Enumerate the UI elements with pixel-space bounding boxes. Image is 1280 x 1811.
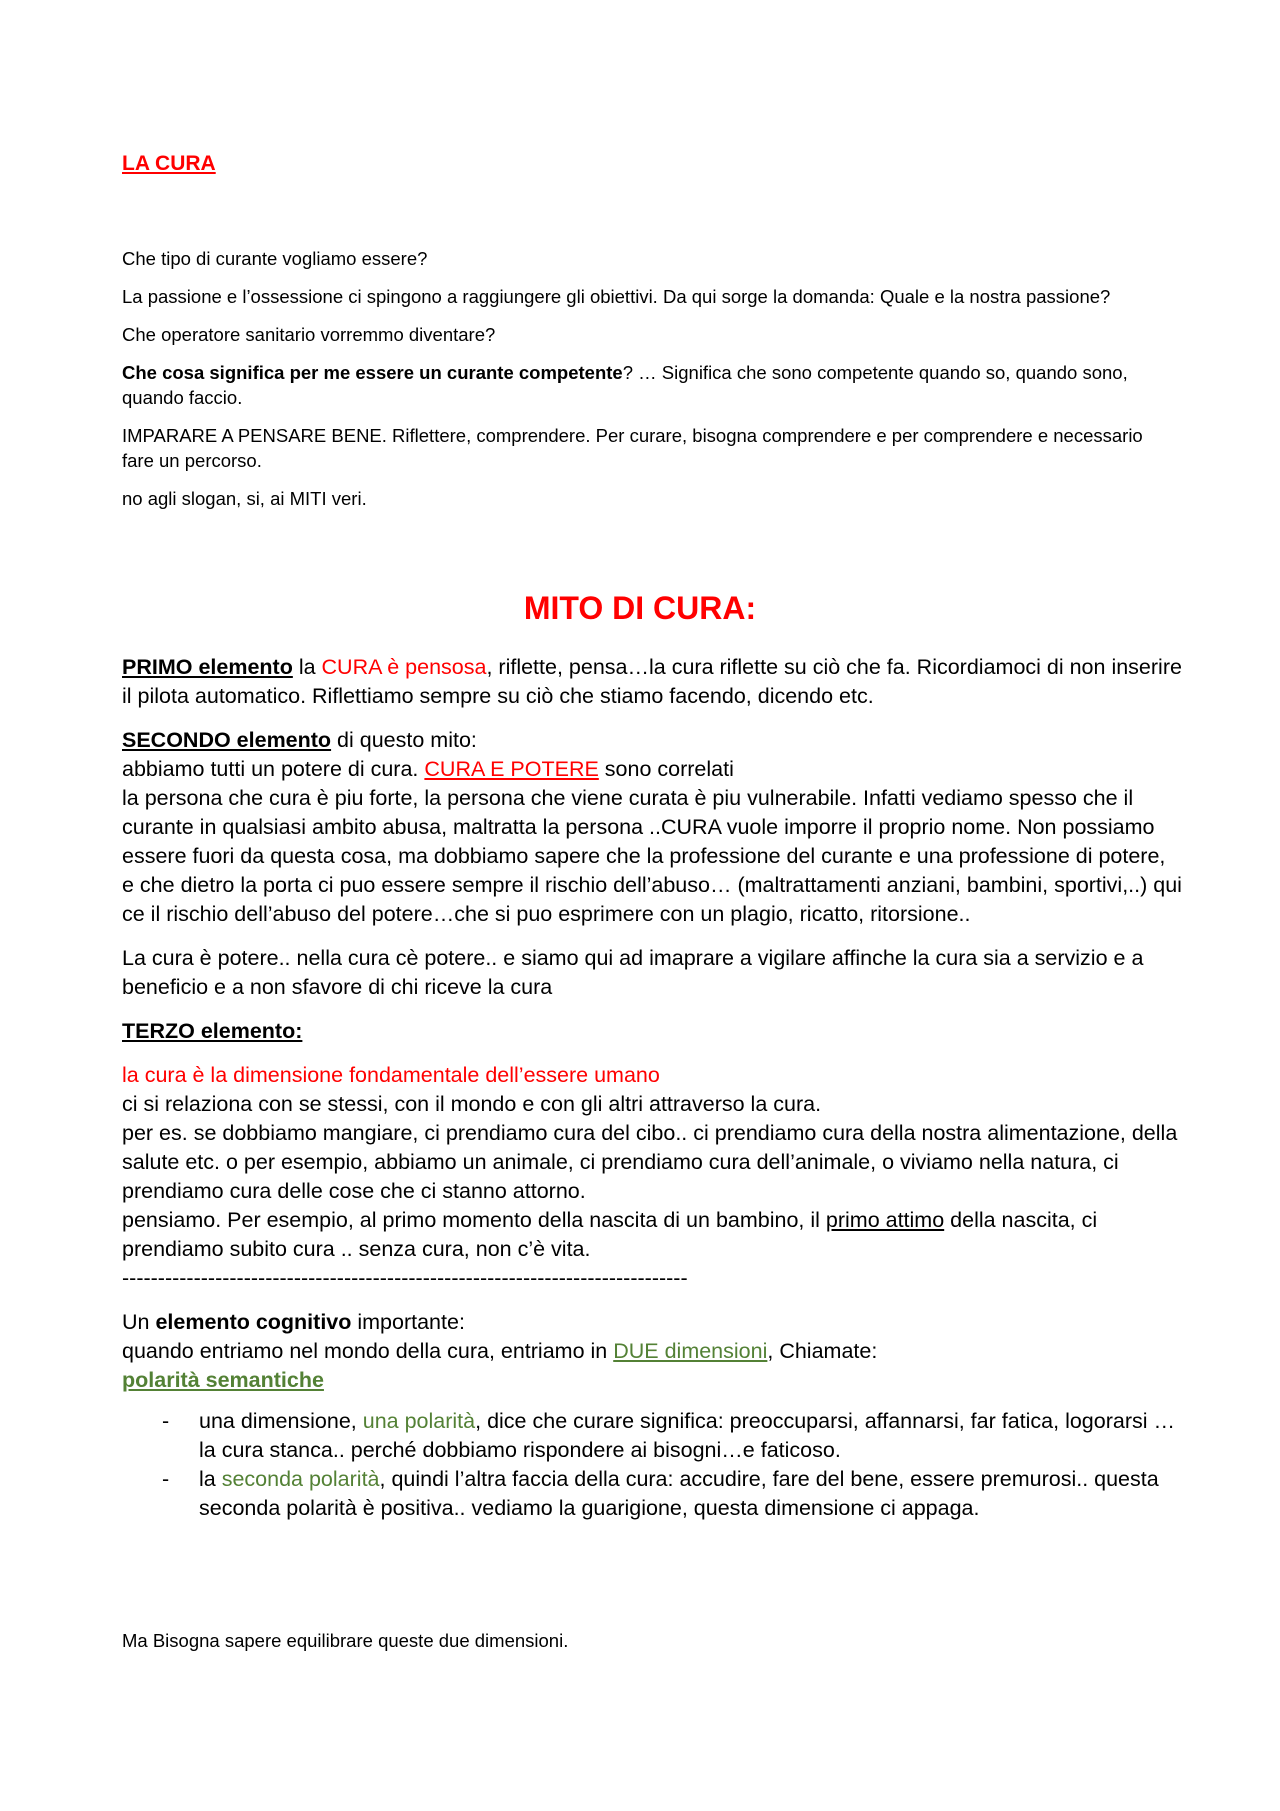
terzo-underlined: primo attimo — [825, 1208, 945, 1232]
intro-paragraph-think: IMPARARE A PENSARE BENE. Riflettere, comprendere. Per curare, bisogna comprendere e per comprendere e necessario fare un percorso. — [122, 425, 1143, 471]
terzo-label-paragraph — [122, 1017, 1182, 1046]
dashed-separator: ------------------------------------------------------------------------------- — [122, 1266, 688, 1290]
intro-question-2: Che operatore sanitario vorremmo diventare? — [122, 324, 496, 345]
cognitivo-line-2a: quando entriamo nel mondo della cura, entriamo in — [122, 1339, 614, 1363]
polarity-list — [122, 1407, 1182, 1523]
terzo-label: TERZO elemento: — [122, 1019, 303, 1043]
cognitivo-text-2: importante: — [351, 1310, 465, 1334]
primo-label: PRIMO elemento — [122, 655, 293, 679]
due-dimensioni: DUE dimensioni — [613, 1339, 768, 1363]
secondo-line-2: abbiamo tutti un potere di cura. — [122, 757, 425, 781]
list-item — [122, 1407, 1182, 1465]
main-body — [122, 653, 1182, 1537]
terzo-elemento-paragraph — [122, 1061, 1182, 1293]
competence-answer: ? … Significa che sono competente quando so, quando sono, quando faccio. — [122, 362, 1128, 408]
terzo-line-3: per es. se dobbiamo mangiare, ci prendiamo cura del cibo.. ci prendiamo cura della nostra alimentazione, della salute etc. o per esempio, abbiamo un animale, ci prendiamo cura dell’animale, o viviamo nella natura, ci prendiamo cura delle cose che ci stanno attorno. — [122, 1121, 1178, 1203]
intro-paragraph-myths: no agli slogan, si, ai MITI veri. — [122, 488, 367, 509]
secondo-text-3: la persona che cura è piu forte, la persona che viene curata è piu vulnerabile. Infatti vediamo spesso che il curante in qualsiasi ambito abusa, maltratta la persona ..CURA vuole imporre il proprio nome. Non possiamo essere fuori da questa cosa, ma dobbiamo sapere che la professione del curante e una professione di potere, e che dietro la porta ci puo essere sempre il rischio dell’abuso… (maltrattamenti anziani, bambini, sportivi,..) qui ce il rischio dell’abuso del potere…che si puo esprimere con un plagio, ricatto, ritorsione.. — [122, 786, 1182, 926]
intro-question-1: Che tipo di curante vogliamo essere? — [122, 248, 428, 269]
secondo-text-1: di questo mito: — [331, 728, 477, 752]
item-2-text-a: la — [199, 1467, 222, 1491]
intro-paragraph-competence — [122, 360, 1172, 410]
list-item — [122, 1465, 1182, 1523]
cognitivo-section — [122, 1308, 1182, 1523]
closing-sentence: Ma Bisogna sapere equilibrare queste due dimensioni. — [122, 1630, 569, 1651]
secondo-highlight: CURA E POTERE — [424, 757, 599, 781]
cognitivo-bold: elemento cognitivo — [155, 1310, 352, 1334]
terzo-line-4b: della nascita, ci prendiamo subito cura .. senza cura, non c’è vita. — [122, 1208, 1098, 1261]
secondo-label: SECONDO elemento — [122, 728, 332, 752]
intro-paragraph-passion: La passione e l’ossessione ci spingono a raggiungere gli obiettivi. Da qui sorge la domanda: Quale e la nostra passione? — [122, 286, 1111, 307]
intro-section — [122, 246, 1172, 524]
section-heading: MITO DI CURA: — [523, 590, 757, 626]
terzo-line-2: ci si relaziona con se stessi, con il mondo e con gli altri attraverso la cura. — [122, 1092, 822, 1116]
item-2-text-b: , quindi l’altra faccia della cura: accudire, fare del bene, essere premurosi.. questa seconda polarità è positiva.. vediamo la guarigione, questa dimensione ci appaga. — [199, 1467, 1159, 1520]
secondo-text-2: sono correlati — [598, 757, 734, 781]
primo-highlight: CURA è pensosa — [321, 655, 487, 679]
item-1-highlight: una polarità — [362, 1409, 476, 1433]
primo-text-1: la — [292, 655, 322, 679]
document-title: LA CURA — [122, 152, 216, 175]
terzo-highlight: la cura è la dimensione fondamentale dell’essere umano — [122, 1063, 660, 1087]
item-1-text-a: una dimensione, — [199, 1409, 363, 1433]
polarita-semantiche: polarità semantiche — [122, 1368, 324, 1392]
item-2-highlight: seconda polarità — [221, 1467, 380, 1491]
cognitivo-line-2b: , Chiamate: — [767, 1339, 878, 1363]
terzo-line-4a: pensiamo. Per esempio, al primo momento della nascita di un bambino, il — [122, 1208, 826, 1232]
secondo-elemento-paragraph — [122, 726, 1182, 929]
item-1-text-b: , dice che curare significa: preoccuparsi, affannarsi, far fatica, logorarsi … la cura stanca.. perché dobbiamo rispondere ai bisogni…e faticoso. — [199, 1409, 1175, 1462]
competence-question: Che cosa significa per me essere un curante competente — [122, 362, 623, 383]
list-dash: - — [162, 1409, 170, 1433]
cognitivo-text-1: Un — [122, 1310, 156, 1334]
list-dash: - — [162, 1467, 170, 1491]
primo-elemento-paragraph — [122, 653, 1182, 711]
secondo-paragraph-2: La cura è potere.. nella cura cè potere.. e siamo qui ad imaprare a vigilare affinche la cura sia a servizio e a beneficio e a non sfavore di chi riceve la cura — [122, 946, 1144, 999]
primo-text-2: , riflette, pensa…la cura riflette su ciò che fa. Ricordiamoci di non inserire il pilota automatico. Riflettiamo sempre su ciò che stiamo facendo, dicendo etc. — [122, 655, 1182, 708]
